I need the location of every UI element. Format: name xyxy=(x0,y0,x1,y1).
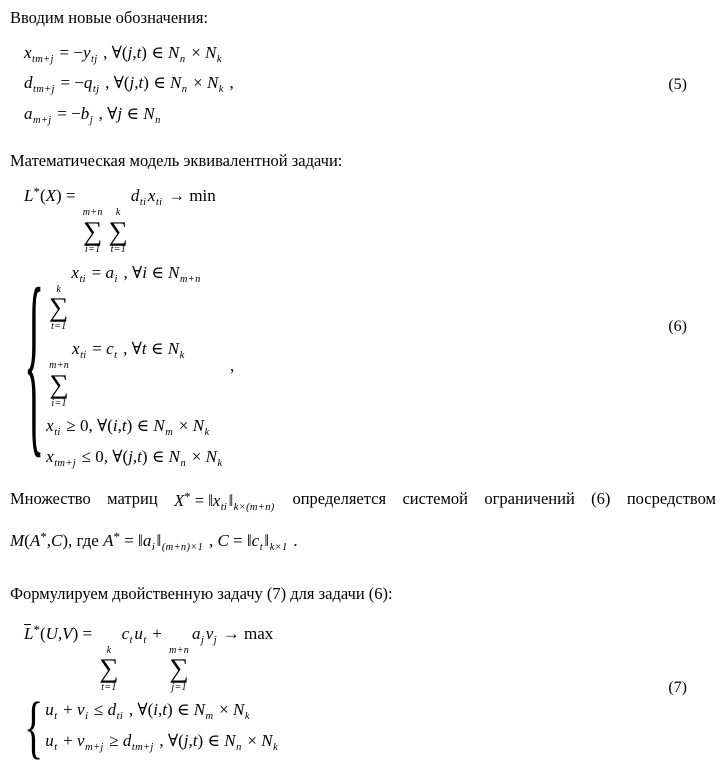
equation-6-objective: L*(X) = m+n ∑ i=1 k ∑ t=1 $d_{ti}x_{ti} \to \min$ xyxy=(24,184,216,256)
equation-7-constraints: $u_t + v_i \le d_{ti}$ , ∀(i,t) ∈ $N_m \times N_k$ $u_t + v_{m+j} \ge d_{tm+j}$ , ∀(j,t) ∈ $N_n \times N_k$ xyxy=(45,700,279,753)
equation-7-body xyxy=(24,619,280,765)
equation-5 xyxy=(24,39,725,131)
equation-7-label: (7) xyxy=(668,679,687,697)
equation-6 xyxy=(24,181,725,479)
equation-7 xyxy=(24,619,725,765)
intro-heading: Вводим новые обозначения: xyxy=(10,8,209,27)
system-trailing-comma: , xyxy=(229,356,235,376)
paragraph-line-1: Множество матриц $X^* = ‖x_{ti}‖_{k\times(m+n)}$ определяется системой ограничений (6) посредством xyxy=(10,489,716,514)
equation-6-label: (6) xyxy=(668,318,687,336)
dual-heading: Формулируем двойственную задачу (7) для задачи (6): xyxy=(10,584,393,604)
equation-5-body: $x_{tm+j} = -y_{tj}$ , ∀(j,t) ∈ $N_n \times N_k$ $d_{tm+j} = -q_{tj}$ , ∀(j,t) ∈ $N_n \times N_k$ , $a_{m+j} = -b_j$ , ∀j ∈ $N_n$ xyxy=(24,42,234,126)
equation-6-body xyxy=(24,181,235,479)
model-heading: Математическая модель эквивалентной задачи: xyxy=(10,150,343,170)
paragraph-line-2: M(A*,C), где $A^* = ‖a_i‖_{(m+n)\times 1}$ , $C = ‖c_t‖_{k\times 1}$ . xyxy=(10,529,298,554)
matrix-set-paragraph xyxy=(10,489,719,558)
equation-6-system: { k ∑ t=1 $x_{ti} = a_i$ , ∀i ∈ $N_{m+n}$ m+n ∑ i=1 $x_{ti} = c_t$ , ∀t ∈ $N_k$ $x_{ti} \ge 0$, ∀(i,t) ∈ $N_m \times N_k$ $x_{tm+j} \le 0$, ∀(j,t) ∈ $N_n \times N_k$ , xyxy=(24,253,235,479)
equation-7-objective: L*(U,V) = k ∑ t=1 $c_tu_t$ + m+n ∑ j=1 $a_jv_j \to \max$ xyxy=(24,621,274,693)
equation-5-label: (5) xyxy=(668,75,687,93)
equation-6-constraints: k ∑ t=1 $x_{ti} = a_i$ , ∀i ∈ $N_{m+n}$ m+n ∑ i=1 $x_{ti} = c_t$ , ∀t ∈ $N_k$ $x_{ti} \ge 0$, ∀(i,t) ∈ $N_m \times N_k$ $x_{tm+j} \le 0$, ∀(j,t) ∈ $N_n \times N_k$ xyxy=(46,262,223,469)
equation-7-system: { $u_t + v_i \le d_{ti}$ , ∀(i,t) ∈ $N_m \times N_k$ $u_t + v_{m+j} \ge d_{tm+j}$ , ∀(j,t) ∈ $N_n \times N_k$ xyxy=(24,686,279,765)
